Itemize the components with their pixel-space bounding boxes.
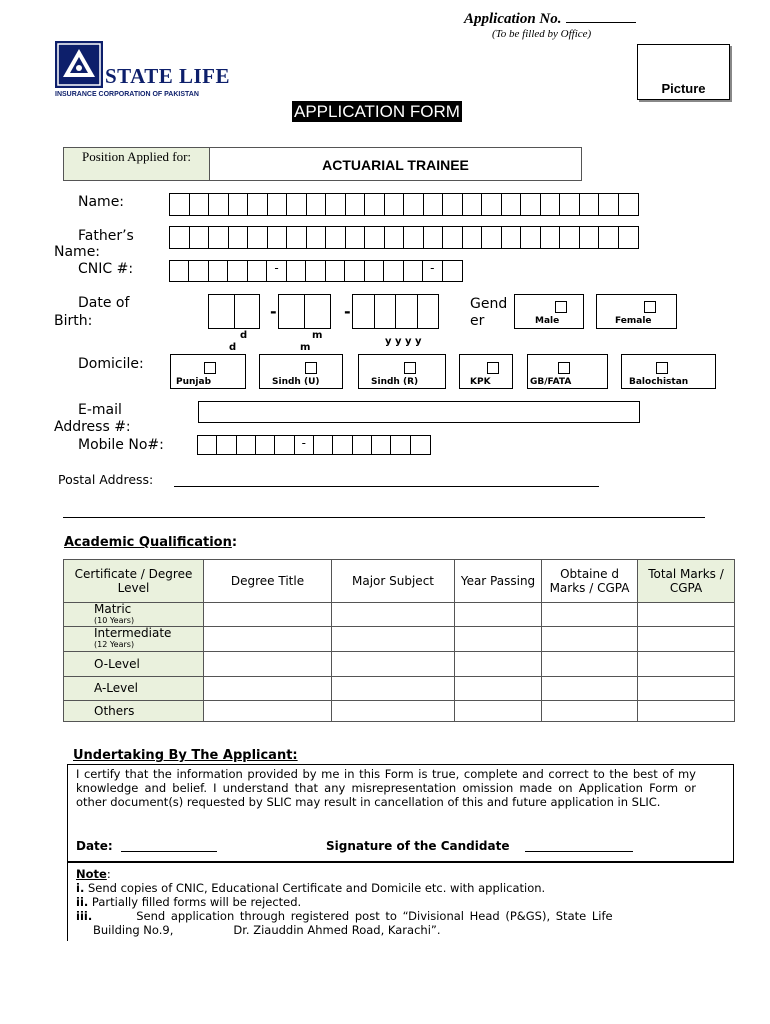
note-num: ii. [76,895,89,909]
date-field[interactable] [121,851,217,852]
domicile-option-gb-fata[interactable] [527,354,608,389]
name-label: Name: [78,194,125,210]
note-item-3-cont [93,923,441,937]
domicile-option-sindh-u[interactable] [259,354,343,389]
table-cell[interactable] [638,701,735,722]
dob-month-field[interactable] [278,294,331,329]
postal-address-line-2[interactable] [63,517,705,518]
female-checkbox[interactable] [644,301,656,313]
father-label-2: Name: [54,244,101,260]
table-cell[interactable] [455,701,542,722]
divider [67,861,734,863]
application-no-label: Application No. [464,11,562,27]
domicile-option-balochistan[interactable] [621,354,716,389]
form-title: APPLICATION FORM [294,102,460,121]
female-label: Female [615,316,652,326]
table-cell[interactable] [542,701,638,722]
gender-female-option[interactable] [596,294,677,329]
dob-separator-2: - [344,302,351,321]
logo-icon [55,41,103,88]
dob-dd-hint-2: d [229,342,237,353]
picture-label: Picture [661,81,706,96]
note-border [67,861,68,941]
dob-dd-hint: d [240,330,248,341]
dob-mm-hint-2: m [300,342,311,353]
academic-title [64,535,237,550]
table-row [64,701,735,722]
picture-box[interactable] [637,44,730,100]
header-certificate: Certificate / Degree Level [64,560,204,603]
punjab-checkbox[interactable] [204,362,216,374]
table-header-row [64,560,735,603]
sindh-r-checkbox[interactable] [404,362,416,374]
dob-year-field[interactable] [352,294,439,329]
sindh-u-label: Sindh (U) [272,377,320,387]
note-text: Building No.9, [93,923,174,937]
email-label-2: Address #: [54,419,131,435]
row-sublabel: (10 Years) [94,616,135,625]
male-checkbox[interactable] [555,301,567,313]
dob-yyyy-hint: y y y y [385,336,422,347]
row-sublabel: (12 Years) [94,640,135,649]
row-label-o-level: O-Level [64,652,204,677]
gb-fata-checkbox[interactable] [558,362,570,374]
table-cell[interactable] [332,652,455,677]
note-text: Send application through registered post to “Divisional Head (P&GS), State Life [136,909,613,923]
cnic-field[interactable] [169,260,463,282]
mobile-label: Mobile No#: [78,437,164,453]
table-row [64,603,735,627]
table-cell[interactable] [455,677,542,701]
mobile-separator: - [295,436,314,454]
domicile-option-punjab[interactable] [170,354,246,389]
note-title-text: Note [76,867,107,881]
note-title [76,867,111,881]
table-cell[interactable] [332,603,455,627]
table-cell[interactable] [455,603,542,627]
note-item-2 [76,895,301,909]
gb-fata-label: GB/FATA [530,377,572,387]
note-item-1 [76,881,545,895]
academic-title-colon: : [231,535,238,550]
father-label: Father’s [78,228,134,244]
table-cell[interactable] [204,701,332,722]
sindh-r-label: Sindh (R) [371,377,419,387]
domicile-option-kpk[interactable] [459,354,513,389]
gender-male-option[interactable] [514,294,584,329]
row-label-intermediate [64,627,204,652]
academic-table [63,559,735,722]
note-text: Dr. Ziauddin Ahmed Road, Karachi”. [233,923,441,937]
table-row [64,627,735,652]
kpk-label: KPK [470,377,491,387]
postal-label: Postal Address: [58,472,154,487]
application-no-field[interactable] [566,10,636,23]
undertaking-text: I certify that the information provided by me in this Form is true, complete and correct to the best of my knowledge and belief. I understand that any misrepresentation omission made on Application Form or other document(s) requested by SLIC may result in cancellation of this and future application in SLIC. [76,767,696,809]
cnic-label: CNIC #: [78,261,134,277]
cnic-separator-2: - [423,261,442,281]
table-cell[interactable] [638,603,735,627]
header-year-passing: Year Passing [455,560,542,603]
position-value: ACTUARIAL TRAINEE [209,147,582,181]
header-degree-title: Degree Title [204,560,332,603]
row-label-matric [64,603,204,627]
email-label: E-mail [78,402,122,418]
sindh-u-checkbox[interactable] [305,362,317,374]
dob-label-2: Birth: [54,313,93,329]
logo-subtitle: INSURANCE CORPORATION OF PAKISTAN [55,91,199,98]
domicile-label: Domicile: [78,356,144,372]
note-num: i. [76,881,85,895]
date-label: Date: [76,839,113,853]
row-label-text: Matric [94,602,132,616]
table-cell[interactable] [542,677,638,701]
note-title-colon: : [106,867,111,881]
gender-label: Gend [470,296,508,312]
male-label: Male [535,316,560,326]
header-major-subject: Major Subject [332,560,455,603]
father-name-field[interactable] [169,226,639,249]
header-obtained-marks: Obtaine d Marks / CGPA [542,560,638,603]
table-cell[interactable] [204,652,332,677]
table-cell[interactable] [332,677,455,701]
table-cell[interactable] [638,627,735,652]
note-num: iii. [76,909,93,923]
table-cell[interactable] [204,603,332,627]
table-cell[interactable] [638,652,735,677]
table-cell[interactable] [542,652,638,677]
gender-label-2: er [470,313,485,329]
signature-label: Signature of the Candidate [326,839,510,853]
logo-name: STATE LIFE [105,64,231,88]
undertaking-title: Undertaking By The Applicant: [73,748,298,763]
application-no-note: (To be filled by Office) [492,28,592,40]
note-item-3 [76,909,691,923]
row-label-others: Others [64,701,204,722]
balochistan-checkbox[interactable] [656,362,668,374]
table-row [64,677,735,701]
mobile-field[interactable] [197,435,431,455]
balochistan-label: Balochistan [629,377,689,387]
table-cell[interactable] [542,603,638,627]
academic-title-text: Academic Qualification [64,535,232,550]
punjab-label: Punjab [176,377,212,387]
note-text: Partially filled forms will be rejected. [91,895,302,909]
table-cell[interactable] [455,627,542,652]
application-no [464,10,636,28]
table-row [64,652,735,677]
dob-day-field[interactable] [208,294,260,329]
note-text: Send copies of CNIC, Educational Certificate and Domicile etc. with application. [87,881,546,895]
table-cell[interactable] [204,627,332,652]
table-cell[interactable] [204,677,332,701]
header-total-marks: Total Marks / CGPA [638,560,735,603]
row-label-text: Intermediate [94,626,172,640]
email-input[interactable] [198,401,640,423]
domicile-option-sindh-r[interactable] [358,354,446,389]
signature-field[interactable] [525,851,633,852]
kpk-checkbox[interactable] [487,362,499,374]
table-cell[interactable] [332,701,455,722]
dob-label: Date of [78,295,130,311]
dob-mm-hint: m [312,330,323,341]
cnic-separator: - [267,261,286,281]
dob-separator: - [270,302,277,321]
postal-address-line[interactable] [174,486,599,487]
name-field[interactable] [169,193,639,216]
table-cell[interactable] [638,677,735,701]
table-cell[interactable] [542,627,638,652]
row-label-a-level: A-Level [64,677,204,701]
table-cell[interactable] [455,652,542,677]
table-cell[interactable] [332,627,455,652]
position-label: Position Applied for: [63,147,210,181]
